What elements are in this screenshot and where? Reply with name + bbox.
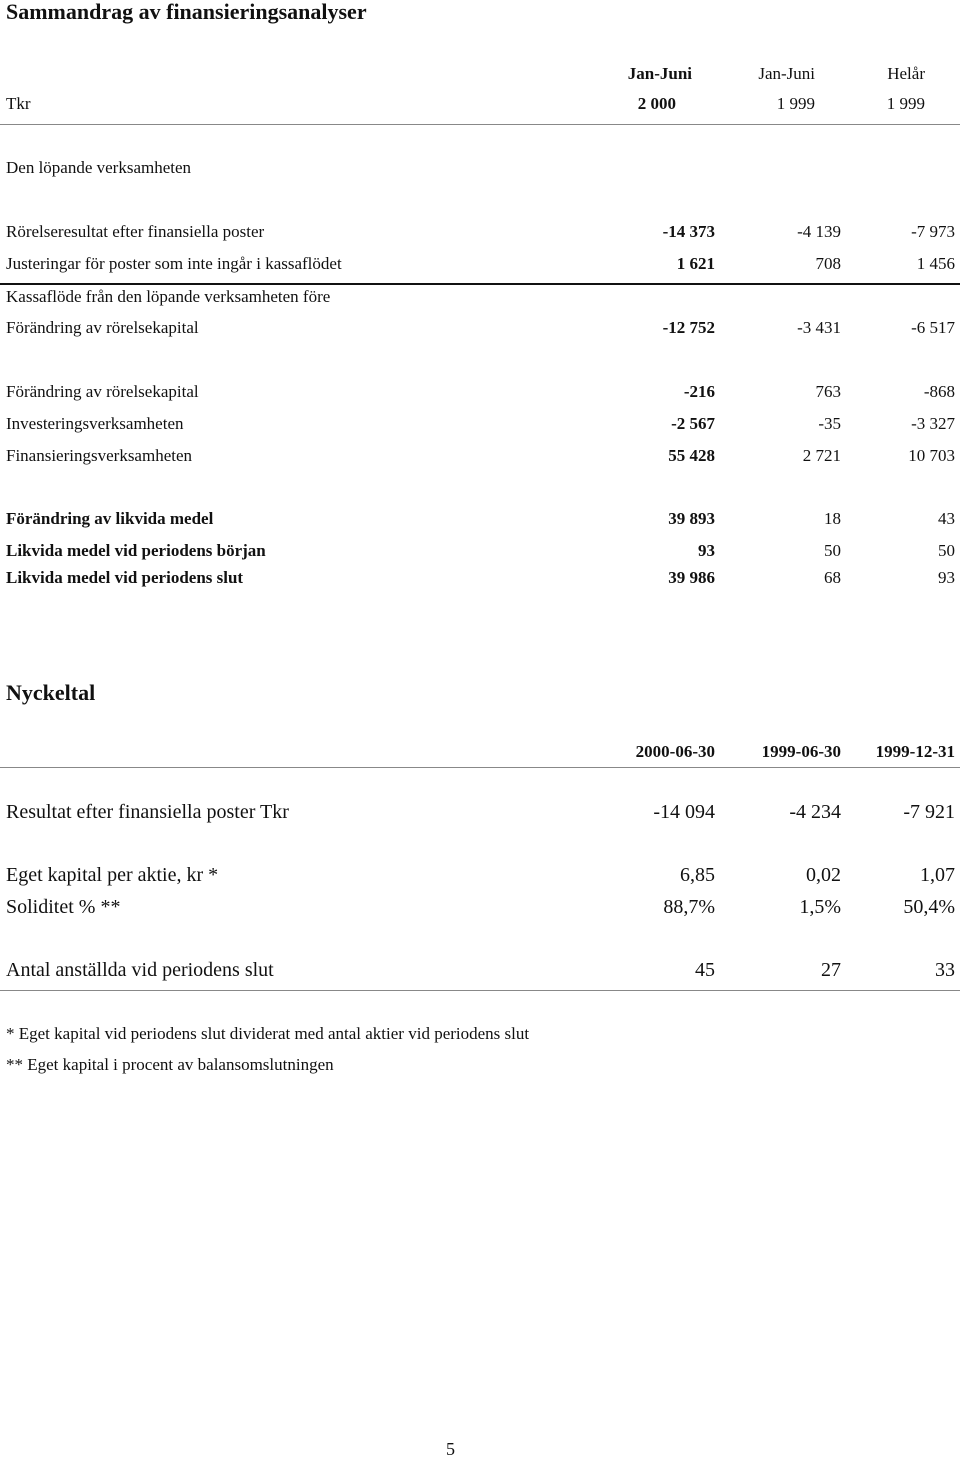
- col2-period-header: Jan-Juni: [758, 64, 815, 83]
- col1-period-header: Jan-Juni: [627, 64, 692, 83]
- footnote: ** Eget kapital i procent av balansomslutningen: [6, 1055, 334, 1074]
- row-value-col1: 1 621: [676, 254, 715, 273]
- row-value-col3: -868: [923, 382, 955, 401]
- date-header-col3: 1999-12-31: [875, 742, 955, 761]
- row-value-col1: -216: [683, 382, 715, 401]
- row-value-col1: -14 373: [662, 222, 715, 241]
- row-value-col2: 708: [815, 254, 841, 273]
- row-label: Finansieringsverksamheten: [6, 446, 193, 465]
- row-label: Likvida medel vid periodens början: [6, 541, 266, 560]
- row-label: Förändring av rörelsekapital: [6, 382, 199, 401]
- row-value-col1: -12 752: [662, 318, 715, 337]
- footnote: * Eget kapital vid periodens slut dividerat med antal aktier vid periodens slut: [6, 1024, 530, 1043]
- row-value-col1: 39 893: [668, 509, 715, 528]
- date-header-col2: 1999-06-30: [761, 742, 841, 761]
- kpi-value-col1: 88,7%: [663, 896, 715, 918]
- kpi-label: Soliditet % **: [6, 896, 121, 918]
- row-value-col3: 93: [938, 568, 955, 587]
- row-value-col3: 50: [938, 541, 955, 560]
- kpi-value-col2: 27: [821, 959, 841, 981]
- row-value-col3: 43: [938, 509, 955, 528]
- row-value-col2: -35: [818, 414, 841, 433]
- row-label: Likvida medel vid periodens slut: [6, 568, 244, 587]
- kpi-value-col2: -4 234: [789, 801, 841, 823]
- page-title: Sammandrag av finansieringsanalyser: [6, 0, 367, 24]
- row-value-col1: 55 428: [668, 446, 715, 465]
- row-value-col2: 50: [824, 541, 841, 560]
- unit-label: Tkr: [6, 94, 31, 113]
- row-label: Kassaflöde från den löpande verksamheten före: [6, 287, 331, 306]
- kpi-value-col3: 1,07: [920, 864, 955, 886]
- row-value-col2: 18: [824, 509, 841, 528]
- row-value-col3: -6 517: [911, 318, 955, 337]
- col1-year-header: 2 000: [637, 94, 676, 113]
- kpi-value-col3: 33: [935, 959, 955, 981]
- kpi-value-col1: 6,85: [680, 864, 715, 886]
- kpi-value-col1: 45: [695, 959, 715, 981]
- kpi-value-col1: -14 094: [653, 801, 715, 823]
- subtotal-divider: [0, 283, 960, 285]
- row-value-col1: 93: [698, 541, 715, 560]
- page-number: 5: [446, 1439, 455, 1459]
- kpi-label: Resultat efter finansiella poster Tkr: [6, 801, 289, 823]
- row-value-col2: -4 139: [797, 222, 841, 241]
- kpi-value-col2: 1,5%: [799, 896, 841, 918]
- row-value-col3: -3 327: [911, 414, 955, 433]
- row-value-col1: -2 567: [671, 414, 715, 433]
- row-value-col2: 68: [824, 568, 841, 587]
- row-value-col2: -3 431: [797, 318, 841, 337]
- nyckeltal-title: Nyckeltal: [6, 680, 96, 705]
- row-value-col1: 39 986: [668, 568, 715, 587]
- row-label: Förändring av rörelsekapital: [6, 318, 199, 337]
- kpi-value-col3: -7 921: [903, 801, 955, 823]
- kpi-label: Eget kapital per aktie, kr *: [6, 864, 219, 886]
- row-label: Investeringsverksamheten: [6, 414, 184, 433]
- row-value-col3: 1 456: [916, 254, 955, 273]
- footnote-divider: [0, 990, 960, 991]
- row-label: Rörelseresultat efter finansiella poster: [6, 222, 265, 241]
- row-label: Förändring av likvida medel: [6, 509, 214, 528]
- row-value-col2: 763: [815, 382, 841, 401]
- row-value-col3: 10 703: [908, 446, 955, 465]
- col3-period-header: Helår: [887, 64, 925, 83]
- row-label: Justeringar för poster som inte ingår i kassaflödet: [6, 254, 342, 273]
- kpi-value-col3: 50,4%: [903, 896, 955, 918]
- col3-year-header: 1 999: [886, 94, 925, 113]
- kpi-label: Antal anställda vid periodens slut: [6, 959, 274, 981]
- section-label: Den löpande verksamheten: [6, 158, 192, 177]
- row-value-col2: 2 721: [802, 446, 841, 465]
- nyckeltal-divider: [0, 767, 960, 768]
- kpi-value-col2: 0,02: [806, 864, 841, 886]
- date-header-col1: 2000-06-30: [635, 742, 715, 761]
- header-divider: [0, 124, 960, 125]
- col2-year-header: 1 999: [776, 94, 815, 113]
- row-value-col3: -7 973: [911, 222, 955, 241]
